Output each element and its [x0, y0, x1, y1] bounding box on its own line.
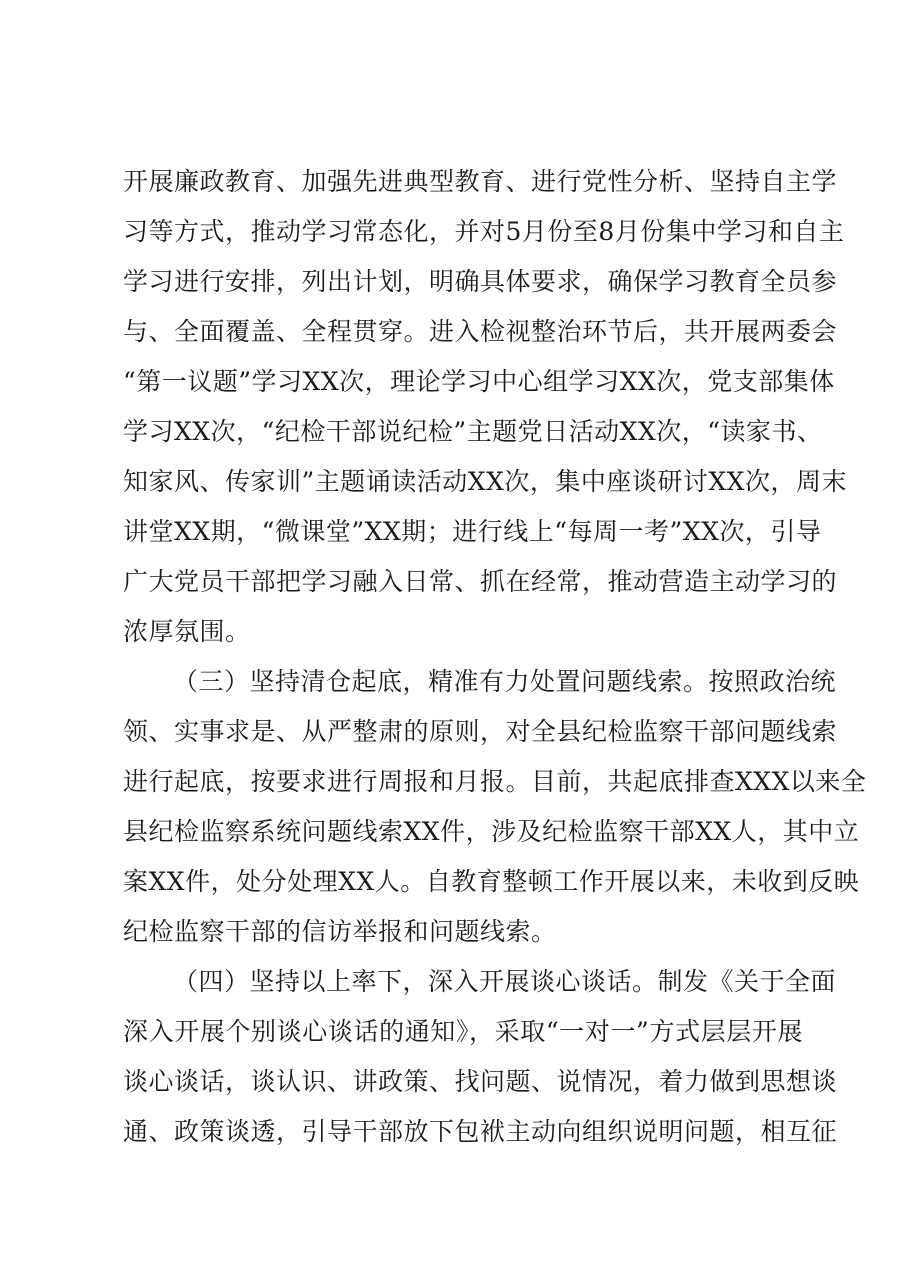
text-line: 领、实事求是、从严整肃的原则，对全县纪检监察干部问题线索 — [123, 717, 838, 746]
text-line: 学习进行安排，列出计划，明确具体要求，确保学习教育全员参 — [123, 267, 838, 296]
text-line: 县纪检监察系统问题线索XX件，涉及纪检监察干部XX人，其中立 — [123, 817, 860, 846]
section-heading-line: （四）坚持以上率下，深入开展谈心谈话。制发《关于全面 — [173, 967, 837, 996]
text-line: 进行起底，按要求进行周报和月报。目前，共起底排查XXX以来全 — [123, 767, 867, 796]
text-line: 案XX件，处分处理XX人。自教育整顿工作开展以来，未收到反映 — [123, 867, 860, 896]
text-line: “第一议题”学习XX次，理论学习中心组学习XX次，党支部集体 — [123, 367, 835, 396]
text-line: 浓厚氛围。 — [123, 617, 251, 646]
text-line: 通、政策谈透，引导干部放下包袱主动向组织说明问题，相互征 — [123, 1117, 838, 1146]
text-line: 深入开展个别谈心谈话的通知》，采取“一对一”方式层层开展 — [123, 1017, 803, 1046]
text-line: 知家风、传家训”主题诵读活动XX次，集中座谈研讨XX次，周末 — [123, 467, 847, 496]
text-line: 开展廉政教育、加强先进典型教育、进行党性分析、坚持自主学 — [123, 167, 838, 196]
section-heading-line: （三）坚持清仓起底，精准有力处置问题线索。按照政治统 — [173, 667, 837, 696]
text-line: 习等方式，推动学习常态化，并对5月份至8月份集中学习和自主 — [123, 217, 845, 246]
text-line: 纪检监察干部的信访举报和问题线索。 — [123, 917, 557, 946]
text-line: 广大党员干部把学习融入日常、抓在经常，推动营造主动学习的 — [123, 567, 838, 596]
text-line: 学习XX次，“纪检干部说纪检”主题党日活动XX次，“读家书、 — [123, 417, 823, 446]
text-line: 讲堂XX期，“微课堂”XX期；进行线上“每周一考”XX次，引导 — [123, 517, 822, 546]
text-line: 与、全面覆盖、全程贯穿。进入检视整治环节后，共开展两委会 — [123, 317, 838, 346]
text-line: 谈心谈话，谈认识、讲政策、找问题、说情况，着力做到思想谈 — [123, 1067, 838, 1096]
